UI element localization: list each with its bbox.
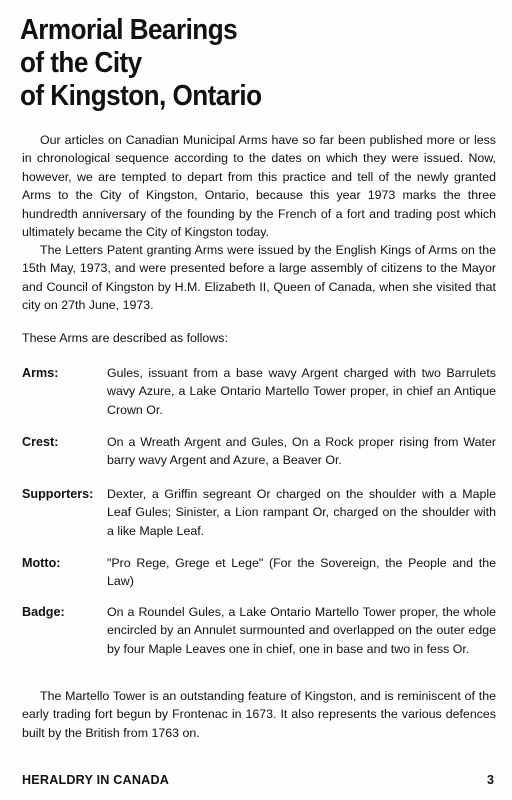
title-line: of Kingston, Ontario <box>20 80 262 112</box>
arms-description: Gules, issuant from a base wavy Argent charged with two Barrulets wavy Azure, a Lake Ontario Martello Tower proper, in chief an Antique Crown Or. <box>107 366 496 417</box>
title-line: Armorial Bearings <box>20 14 238 46</box>
described-intro: These Arms are described as follows: <box>22 331 228 345</box>
page-number: 3 <box>486 773 494 787</box>
badge-description: On a Roundel Gules, a Lake Ontario Martello Tower proper, the whole encircled by an Annulet surmounted and overlapped on the outer edge by four Maple Leaves one in chief, one in base and two in fess Or. <box>107 605 496 656</box>
closing-paragraph: The Martello Tower is an outstanding feature of Kingston, and is reminiscent of the early trading fort begun by Frontenac in 1673. It also represents the various defences built by the British from 1763 on. <box>22 689 496 740</box>
supporters-label: Supporters: <box>22 487 94 501</box>
arms-label: Arms: <box>22 366 59 380</box>
motto-label: Motto: <box>22 556 61 570</box>
crest-description: On a Wreath Argent and Gules, On a Rock proper rising from Water barry wavy Argent and Azure, a Beaver Or. <box>107 435 496 468</box>
letters-patent-paragraph: The Letters Patent granting Arms were issued by the English Kings of Arms on the 15th May, 1973, and were presented before a large assembly of citizens to the Mayor and Council of Kingston by H.M. Elizabeth II, Queen of Canada, when she visited that city on 27th June, 1973. <box>22 243 496 313</box>
intro-paragraph: Our articles on Canadian Municipal Arms have so far been published more or less in chronological sequence according to the dates on which they were issued. Now, however, we are tempted to depart from this practice and tell of the newly granted Arms to the City of Kingston, Ontario, because this year 1973 marks the three hundredth anniversary of the founding by the French of a fort and trading post which ultimately became the City of Kingston today. <box>22 133 496 240</box>
badge-label: Badge: <box>22 605 65 619</box>
crest-label: Crest: <box>22 435 59 449</box>
page-title <box>20 14 261 113</box>
publication-name: HERALDRY IN CANADA <box>22 773 170 787</box>
title-line: of the City <box>20 47 142 79</box>
supporters-description: Dexter, a Griffin segreant Or charged on the shoulder with a Maple Leaf Gules; Sinister, a Lion rampant Or, charged on the shoulder with a like Maple Leaf. <box>107 487 496 538</box>
motto-description: "Pro Rege, Grege et Lege" (For the Sovereign, the People and the Law) <box>107 556 496 589</box>
